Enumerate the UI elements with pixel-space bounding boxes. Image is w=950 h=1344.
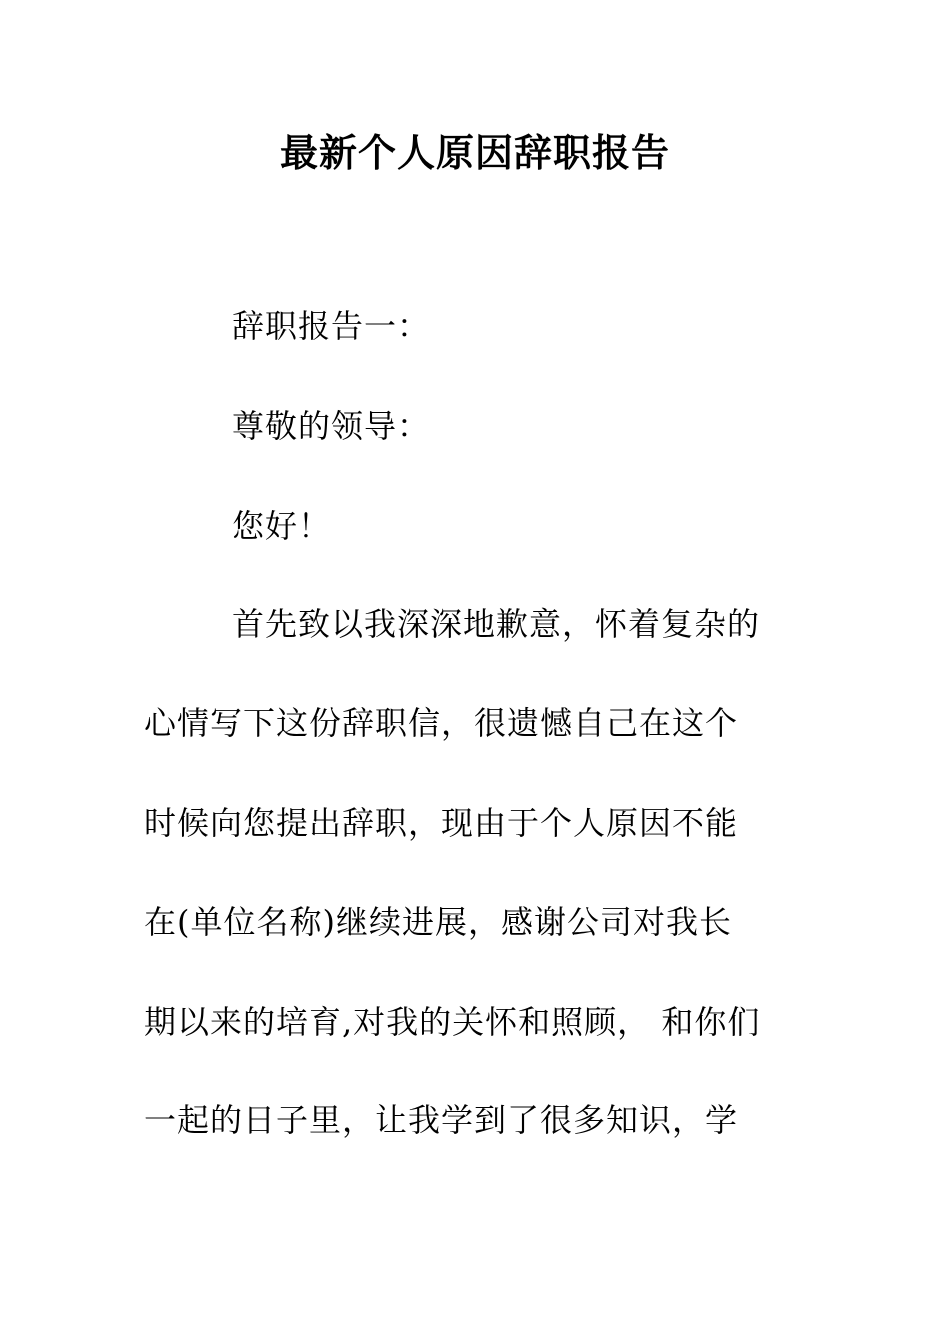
document-title: 最新个人原因辞职报告 [279, 130, 670, 175]
body-text-line: 期以来的培育,对我的关怀和照顾， 和你们 [144, 1003, 761, 1041]
body-text-line: 时候向您提出辞职，现由于个人原因不能 [144, 804, 739, 842]
body-text-line: 心情写下这份辞职信，很遗憾自己在这个 [144, 704, 739, 742]
salutation: 尊敬的领导： [232, 407, 431, 445]
greeting: 您好！ [232, 507, 332, 545]
body-text-line: 首先致以我深深地歉意，怀着复杂的 [232, 605, 761, 643]
body-text-line: 一起的日子里，让我学到了很多知识，学 [144, 1101, 739, 1139]
section-heading: 辞职报告一： [232, 307, 431, 345]
body-text-line: 在(单位名称)继续进展，感谢公司对我长 [144, 903, 732, 941]
